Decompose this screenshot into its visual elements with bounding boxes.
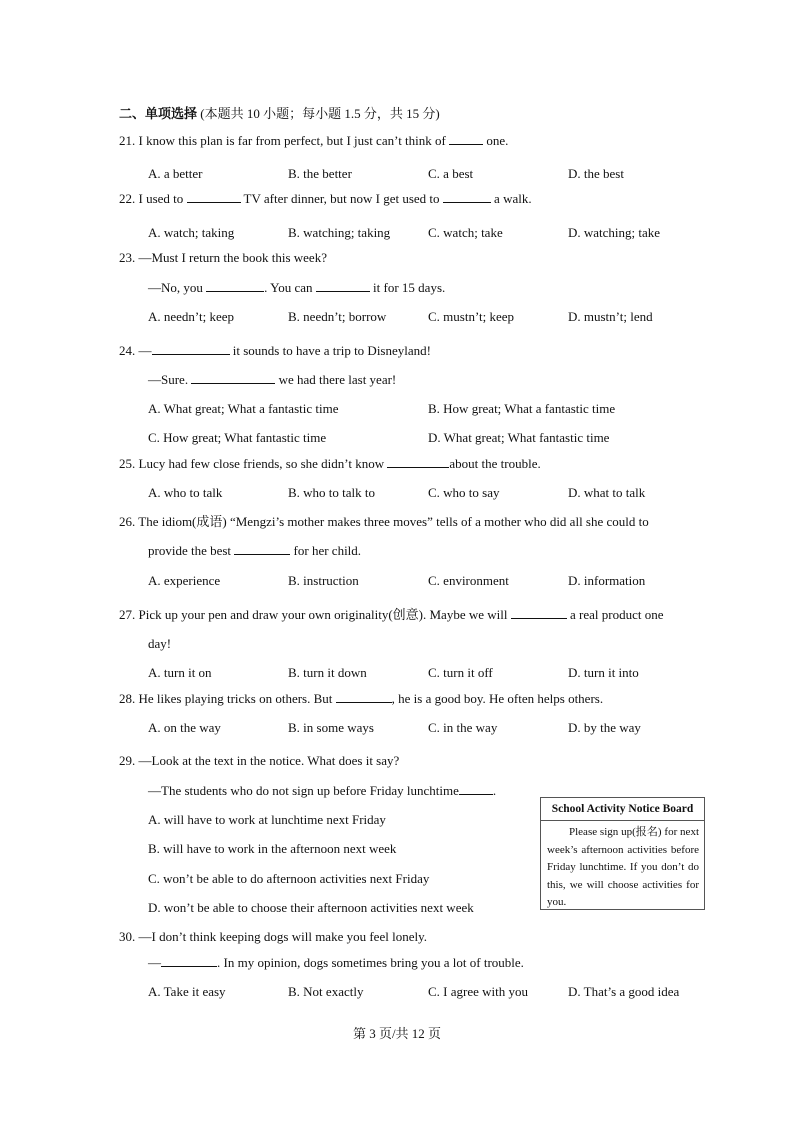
q24-option-c[interactable]: C. How great; What fantastic time — [148, 430, 327, 445]
section-title: 二、单项选择 — [119, 107, 198, 122]
q23-option-c[interactable]: C. mustn’t; keep — [428, 309, 515, 324]
question-30-line1: 30. —I don’t think keeping dogs will make you feel lonely. — [119, 929, 427, 944]
q29-option-b[interactable]: B. will have to work in the afternoon next week — [148, 841, 397, 856]
question-24-line2: —Sure. we had there last year! — [148, 372, 397, 387]
q29-option-a[interactable]: A. will have to work at lunchtime next Friday — [148, 812, 386, 827]
q27-option-d[interactable]: D. turn it into — [568, 665, 639, 680]
question-26-line2: provide the best for her child. — [148, 543, 362, 558]
q28-option-b[interactable]: B. in some ways — [288, 720, 374, 735]
q30-option-c[interactable]: C. I agree with you — [428, 984, 529, 999]
q27-option-c[interactable]: C. turn it off — [428, 665, 493, 680]
answer-blank — [511, 607, 567, 619]
question-21-stem: 21. I know this plan is far from perfect, but I just can’t think of one. — [119, 133, 509, 148]
notice-board-title: School Activity Notice Board — [541, 798, 704, 821]
q30-option-d[interactable]: D. That’s a good idea — [568, 984, 680, 999]
q23-option-a[interactable]: A. needn’t; keep — [148, 309, 235, 324]
q25-option-b[interactable]: B. who to talk to — [288, 485, 376, 500]
notice-board-body: Please sign up(报名) for next week’s afternoon activities before Friday lunchtime. If you don’t do this, we will choose activities for you. — [547, 826, 699, 908]
question-28-stem: 28. He likes playing tricks on others. But , he is a good boy. He often helps others. — [119, 691, 604, 706]
answer-blank — [152, 343, 230, 355]
q23-option-d[interactable]: D. mustn’t; lend — [568, 309, 653, 324]
question-29-line2: —The students who do not sign up before Friday lunchtime . — [148, 783, 497, 798]
q26-option-c[interactable]: C. environment — [428, 573, 509, 588]
answer-blank — [206, 280, 264, 292]
q27-option-b[interactable]: B. turn it down — [288, 665, 367, 680]
q22-option-b[interactable]: B. watching; taking — [288, 225, 391, 240]
question-27-line1: 27. Pick up your pen and draw your own originality(创意). Maybe we will a real product one — [119, 607, 664, 622]
q29-option-c[interactable]: C. won’t be able to do afternoon activities next Friday — [148, 871, 430, 886]
question-29-line1: 29. —Look at the text in the notice. What does it say? — [119, 753, 400, 768]
question-23-line2: —No, you . You can it for 15 days. — [148, 280, 446, 295]
page-number: 第 3 页/共 12 页 — [352, 1026, 442, 1041]
q21-option-b[interactable]: B. the better — [288, 166, 352, 181]
question-23-line1: 23. —Must I return the book this week? — [119, 250, 327, 265]
answer-blank — [443, 191, 491, 203]
answer-blank — [336, 691, 392, 703]
notice-board — [540, 797, 705, 910]
q30-option-a[interactable]: A. Take it easy — [148, 984, 226, 999]
question-27-line2: day! — [148, 636, 172, 651]
q26-option-d[interactable]: D. information — [568, 573, 646, 588]
question-26-line1: 26. The idiom(成语) “Mengzi’s mother makes three moves” tells of a mother who did all she could to — [119, 514, 649, 529]
question-25-stem: 25. Lucy had few close friends, so she didn’t know about the trouble. — [119, 456, 541, 471]
q23-option-b[interactable]: B. needn’t; borrow — [288, 309, 387, 324]
q26-option-b[interactable]: B. instruction — [288, 573, 359, 588]
q22-option-c[interactable]: C. watch; take — [428, 225, 503, 240]
q25-option-a[interactable]: A. who to talk — [148, 485, 223, 500]
q28-option-a[interactable]: A. on the way — [148, 720, 221, 735]
q28-option-d[interactable]: D. by the way — [568, 720, 641, 735]
q29-option-d[interactable]: D. won’t be able to choose their afternoon activities next week — [148, 900, 474, 915]
answer-blank — [234, 543, 290, 555]
q22-option-d[interactable]: D. watching; take — [568, 225, 661, 240]
answer-blank — [449, 133, 483, 145]
answer-blank — [191, 372, 275, 384]
question-24-line1: 24. — it sounds to have a trip to Disneyland! — [119, 343, 431, 358]
question-22-stem: 22. I used to TV after dinner, but now I get used to a walk. — [119, 191, 532, 206]
q28-option-c[interactable]: C. in the way — [428, 720, 498, 735]
q25-option-c[interactable]: C. who to say — [428, 485, 500, 500]
answer-blank — [387, 456, 449, 468]
q24-option-a[interactable]: A. What great; What a fantastic time — [148, 401, 339, 416]
q21-option-d[interactable]: D. the best — [568, 166, 624, 181]
q26-option-a[interactable]: A. experience — [148, 573, 221, 588]
section-header — [119, 106, 440, 123]
q30-option-b[interactable]: B. Not exactly — [288, 984, 364, 999]
q24-option-b[interactable]: B. How great; What a fantastic time — [428, 401, 616, 416]
question-30-line2: — . In my opinion, dogs sometimes bring you a lot of trouble. — [148, 955, 524, 970]
answer-blank — [459, 783, 493, 795]
q22-option-a[interactable]: A. watch; taking — [148, 225, 235, 240]
section-note: (本题共 10 小题；每小题 1.5 分，共 15 分) — [200, 106, 440, 121]
q27-option-a[interactable]: A. turn it on — [148, 665, 212, 680]
q21-option-c[interactable]: C. a best — [428, 166, 474, 181]
answer-blank — [187, 191, 241, 203]
q21-option-a[interactable]: A. a better — [148, 166, 203, 181]
answer-blank — [161, 955, 217, 967]
answer-blank — [316, 280, 370, 292]
q24-option-d[interactable]: D. What great; What fantastic time — [428, 430, 610, 445]
q25-option-d[interactable]: D. what to talk — [568, 485, 646, 500]
